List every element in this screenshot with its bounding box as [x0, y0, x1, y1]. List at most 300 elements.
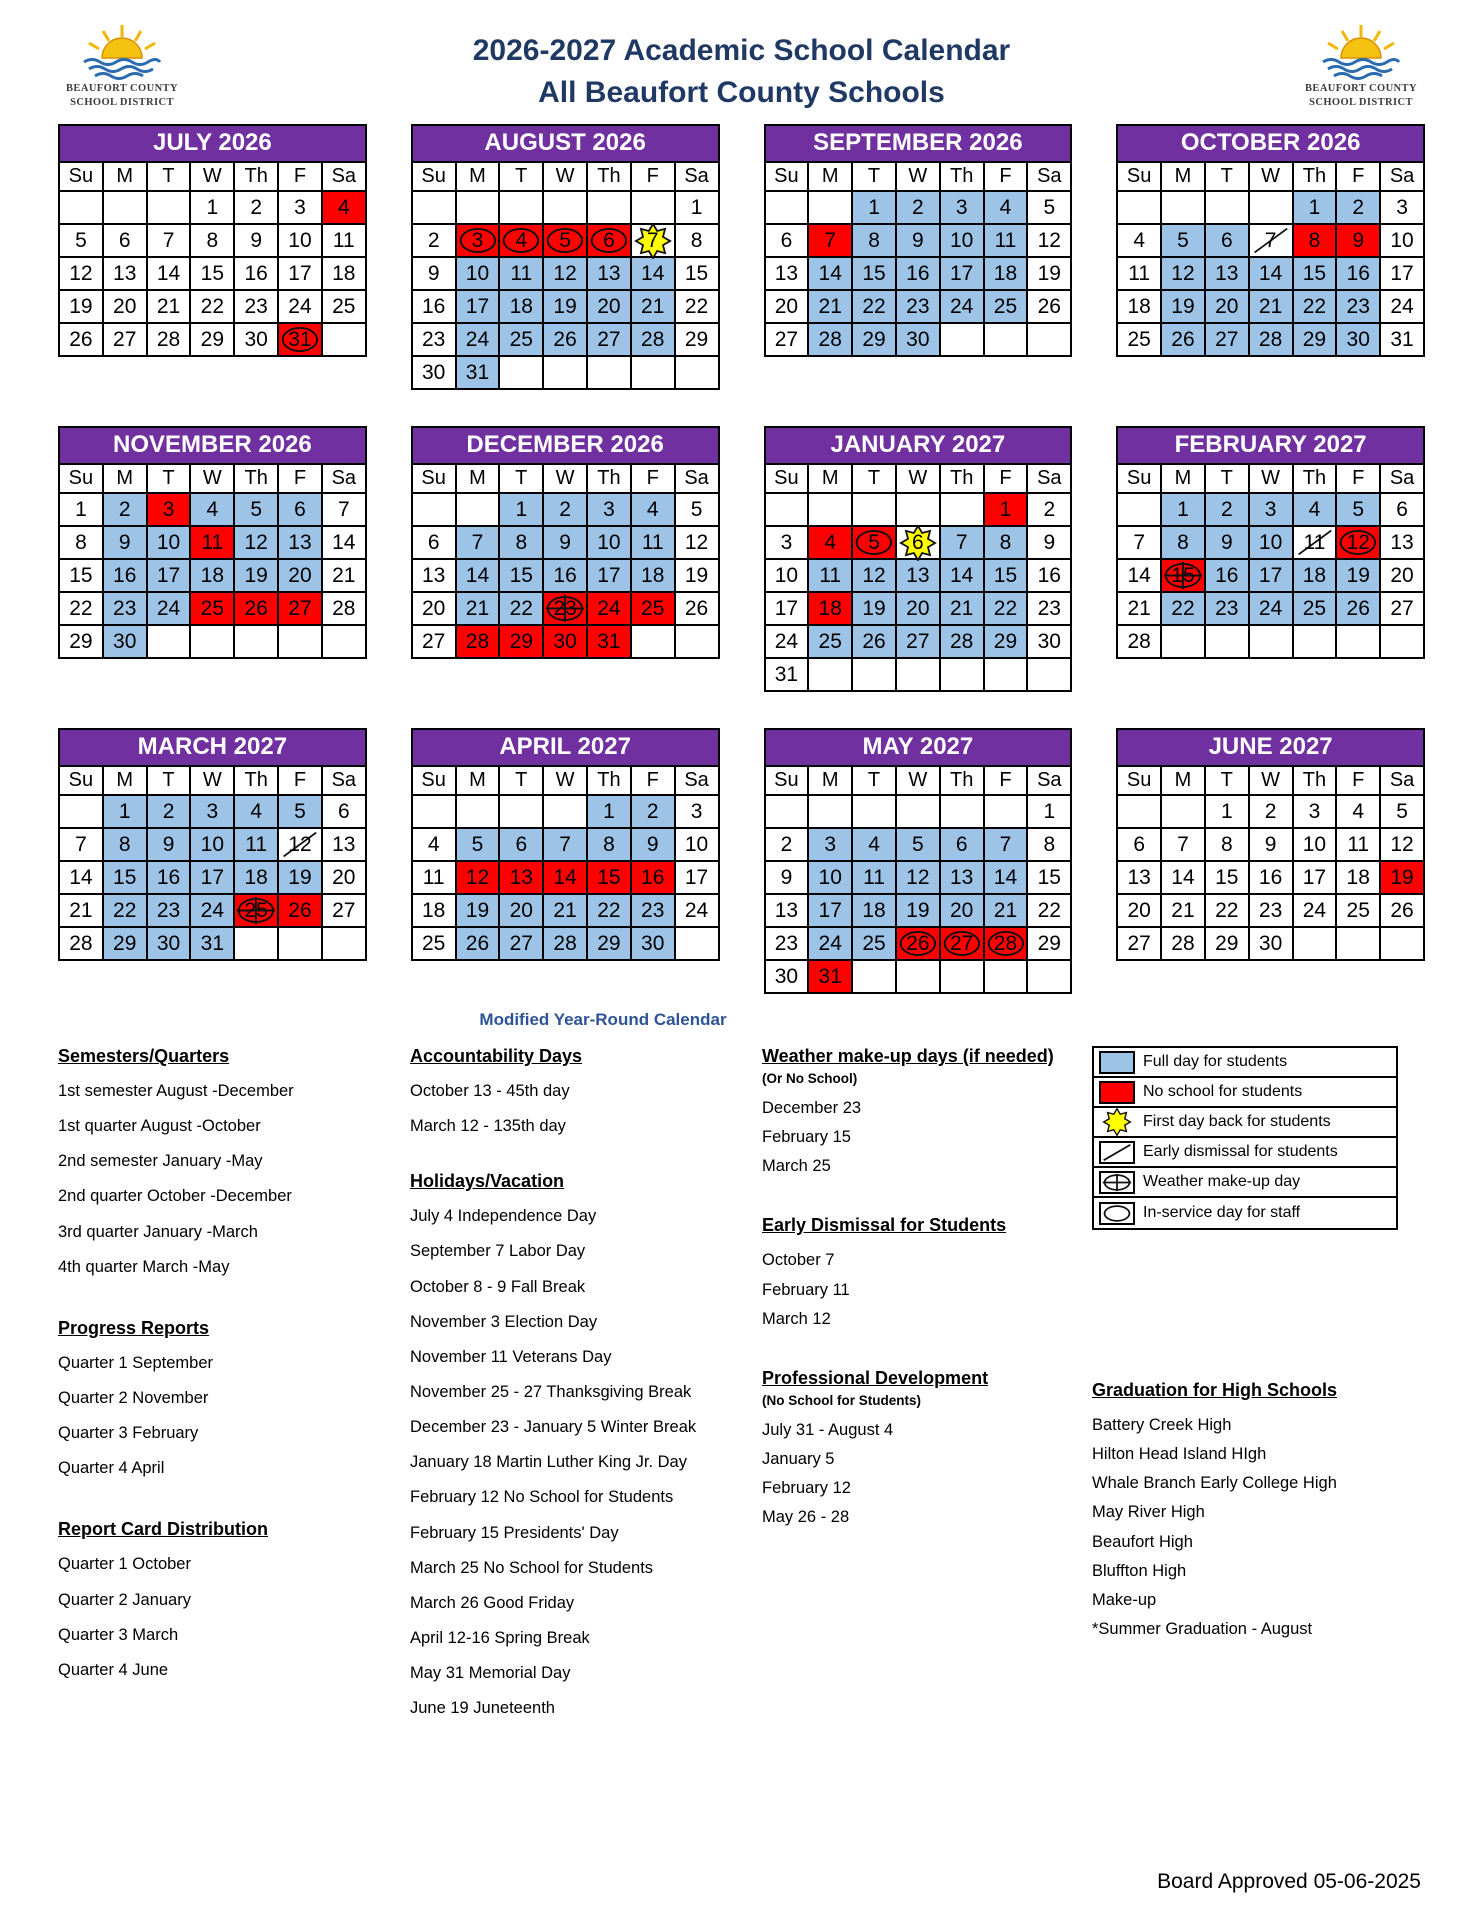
day-cell: 18 [631, 559, 675, 592]
day-cell: 17 [940, 257, 984, 290]
day-cell: 19 [543, 290, 587, 323]
weekday-label: Sa [322, 464, 366, 493]
weekday-label: W [190, 766, 234, 795]
day-cell: 16 [1205, 559, 1249, 592]
info-line: Bluffton High [1092, 1561, 1187, 1580]
day-cell: 23 [1027, 592, 1071, 625]
day-cell [765, 493, 809, 526]
day-cell: 29 [499, 625, 543, 658]
day-cell: 13 [896, 559, 940, 592]
info-line: July 4 Independence Day [410, 1207, 597, 1226]
day-cell: 20 [1117, 894, 1161, 927]
info-line: November 11 Veterans Day [410, 1347, 612, 1366]
day-cell: 9 [631, 828, 675, 861]
day-cell: 6 [103, 224, 147, 257]
day-cell: 8 [499, 526, 543, 559]
month-grid [764, 463, 1073, 692]
weekday-label: F [631, 162, 675, 191]
day-cell: 11 [1293, 526, 1337, 559]
day-cell: 30 [631, 927, 675, 960]
day-cell: 25 [234, 894, 278, 927]
day-cell [147, 625, 191, 658]
day-cell: 26 [59, 323, 103, 356]
weekday-label: W [543, 766, 587, 795]
day-cell [1161, 795, 1205, 828]
day-cell: 24 [808, 927, 852, 960]
day-cell [896, 795, 940, 828]
day-cell: 2 [765, 828, 809, 861]
day-cell: 3 [278, 191, 322, 224]
day-cell: 14 [1117, 559, 1161, 592]
day-cell: 30 [103, 625, 147, 658]
day-cell: 13 [103, 257, 147, 290]
day-cell: 31 [456, 356, 500, 389]
sun-water-logo-icon [1315, 24, 1407, 82]
day-cell: 4 [808, 526, 852, 559]
weekday-label: T [852, 766, 896, 795]
day-cell [631, 625, 675, 658]
day-cell: 29 [587, 927, 631, 960]
day-cell: 1 [190, 191, 234, 224]
day-cell: 1 [1161, 493, 1205, 526]
info-line: Quarter 3 February [58, 1424, 199, 1443]
day-cell: 29 [984, 625, 1028, 658]
info-line: 4th quarter March -May [58, 1257, 230, 1276]
professional-development-block [762, 1368, 1092, 1527]
info-line: Quarter 2 January [58, 1590, 191, 1609]
day-cell: 17 [190, 861, 234, 894]
day-cell: 1 [984, 493, 1028, 526]
day-cell: 15 [1293, 257, 1337, 290]
info-line: November 3 Election Day [410, 1312, 598, 1331]
day-cell: 16 [1027, 559, 1071, 592]
day-cell: 1 [59, 493, 103, 526]
day-cell: 3 [675, 795, 719, 828]
day-cell: 24 [456, 323, 500, 356]
day-cell: 19 [234, 559, 278, 592]
weekday-label: T [852, 162, 896, 191]
day-cell: 29 [1293, 323, 1337, 356]
day-cell: 18 [322, 257, 366, 290]
info-line: Battery Creek High [1092, 1416, 1232, 1434]
day-cell: 20 [278, 559, 322, 592]
day-cell: 28 [808, 323, 852, 356]
day-cell [808, 795, 852, 828]
day-cell: 1 [852, 191, 896, 224]
day-cell: 23 [234, 290, 278, 323]
day-cell: 24 [1380, 290, 1424, 323]
day-cell [412, 191, 456, 224]
day-cell: 2 [234, 191, 278, 224]
district-logo-right [1301, 24, 1421, 109]
month-grid [58, 765, 367, 961]
day-cell: 28 [1249, 323, 1293, 356]
day-cell: 1 [1293, 191, 1337, 224]
weekday-label: T [1205, 464, 1249, 493]
legend-row-early-dismissal [1094, 1138, 1396, 1168]
day-cell [1293, 625, 1337, 658]
semesters-heading: Semesters/Quarters [58, 1046, 230, 1066]
page-subtitle: All Beaufort County Schools [538, 76, 945, 109]
day-cell: 7 [940, 526, 984, 559]
day-cell: 5 [59, 224, 103, 257]
logo-text-line1: BEAUFORT COUNTY [66, 83, 178, 94]
day-cell: 23 [103, 592, 147, 625]
weekday-label: Su [1117, 162, 1161, 191]
day-cell: 6 [1117, 828, 1161, 861]
day-cell: 10 [1293, 828, 1337, 861]
day-cell: 9 [765, 861, 809, 894]
day-cell: 26 [1027, 290, 1071, 323]
day-cell [59, 191, 103, 224]
day-cell: 24 [940, 290, 984, 323]
day-cell: 15 [1027, 861, 1071, 894]
day-cell: 3 [1380, 191, 1424, 224]
day-cell: 4 [1117, 224, 1161, 257]
info-line: Quarter 2 November [58, 1388, 209, 1407]
day-cell: 26 [543, 323, 587, 356]
weekday-label: M [103, 464, 147, 493]
day-cell: 5 [543, 224, 587, 257]
day-cell: 26 [852, 625, 896, 658]
month-grid [1116, 765, 1425, 961]
day-cell: 18 [984, 257, 1028, 290]
weather-makeup-subheading: (Or No School) [762, 1071, 858, 1086]
day-cell: 24 [1293, 894, 1337, 927]
day-cell: 22 [499, 592, 543, 625]
day-cell: 7 [322, 493, 366, 526]
day-cell: 3 [190, 795, 234, 828]
month-title: JULY 2026 [58, 124, 367, 161]
day-cell [543, 191, 587, 224]
weekday-label: W [1249, 464, 1293, 493]
semesters-block [58, 1046, 410, 1276]
day-cell: 11 [322, 224, 366, 257]
day-cell [1293, 927, 1337, 960]
day-cell: 12 [234, 526, 278, 559]
day-cell: 30 [765, 960, 809, 993]
day-cell [765, 795, 809, 828]
day-cell: 22 [984, 592, 1028, 625]
day-cell: 16 [147, 861, 191, 894]
day-cell: 12 [896, 861, 940, 894]
day-cell: 5 [896, 828, 940, 861]
day-cell: 8 [1161, 526, 1205, 559]
month-grid [764, 161, 1073, 357]
day-cell: 23 [543, 592, 587, 625]
day-cell: 10 [765, 559, 809, 592]
day-cell: 16 [103, 559, 147, 592]
weekday-label: F [278, 766, 322, 795]
day-cell: 22 [1205, 894, 1249, 927]
early-dismissal-slash-icon [1099, 1141, 1135, 1164]
day-cell: 1 [1205, 795, 1249, 828]
month-july-2026 [58, 124, 367, 390]
day-cell [1117, 795, 1161, 828]
weekday-label: Sa [322, 162, 366, 191]
day-cell: 20 [1380, 559, 1424, 592]
day-cell [499, 795, 543, 828]
day-cell: 28 [543, 927, 587, 960]
day-cell: 19 [1027, 257, 1071, 290]
day-cell: 25 [322, 290, 366, 323]
day-cell: 28 [984, 927, 1028, 960]
info-line: Quarter 1 October [58, 1555, 191, 1574]
weekday-label: Th [587, 162, 631, 191]
weekday-label: Th [234, 162, 278, 191]
accountability-heading: Accountability Days [410, 1046, 583, 1066]
day-cell: 31 [808, 960, 852, 993]
day-cell: 27 [499, 927, 543, 960]
day-cell: 29 [1205, 927, 1249, 960]
day-cell: 20 [103, 290, 147, 323]
day-cell: 11 [984, 224, 1028, 257]
sun-water-logo-icon [76, 24, 168, 82]
day-cell: 3 [1249, 493, 1293, 526]
info-line: Quarter 3 March [58, 1625, 179, 1644]
day-cell: 16 [543, 559, 587, 592]
day-cell: 16 [631, 861, 675, 894]
info-line: February 12 No School for Students [410, 1488, 674, 1507]
month-title: NOVEMBER 2026 [58, 426, 367, 463]
weekday-label: Su [765, 162, 809, 191]
day-cell: 8 [852, 224, 896, 257]
day-cell: 28 [456, 625, 500, 658]
weekday-label: Su [59, 162, 103, 191]
day-cell: 21 [1117, 592, 1161, 625]
day-cell: 15 [1161, 559, 1205, 592]
day-cell: 22 [675, 290, 719, 323]
day-cell: 7 [456, 526, 500, 559]
logo-text-line1: BEAUFORT COUNTY [1305, 83, 1417, 94]
weather-makeup-circle-plus-icon [1099, 1171, 1135, 1194]
day-cell: 5 [456, 828, 500, 861]
day-cell: 30 [412, 356, 456, 389]
weekday-label: Th [234, 464, 278, 493]
day-cell: 9 [412, 257, 456, 290]
report-card-block [58, 1519, 410, 1679]
early-dismissal-heading: Early Dismissal for Students [762, 1215, 1007, 1236]
day-cell: 10 [147, 526, 191, 559]
weekday-label: T [147, 162, 191, 191]
month-august-2026 [411, 124, 720, 390]
legend-row-full-day [1094, 1048, 1396, 1078]
day-cell [412, 493, 456, 526]
info-line: Hilton Head Island HIgh [1092, 1445, 1267, 1464]
day-cell [499, 356, 543, 389]
day-cell [896, 658, 940, 691]
day-cell: 10 [278, 224, 322, 257]
page-header [0, 0, 1483, 116]
logo-text-line2: SCHOOL DISTRICT [1309, 96, 1413, 108]
day-cell: 11 [1117, 257, 1161, 290]
day-cell: 17 [1293, 861, 1337, 894]
day-cell: 24 [147, 592, 191, 625]
day-cell: 7 [1117, 526, 1161, 559]
day-cell: 2 [412, 224, 456, 257]
day-cell: 21 [984, 894, 1028, 927]
day-cell: 12 [59, 257, 103, 290]
day-cell: 6 [278, 493, 322, 526]
day-cell [456, 795, 500, 828]
legend-label: First day back for students [1143, 1113, 1331, 1130]
day-cell: 10 [587, 526, 631, 559]
day-cell: 20 [412, 592, 456, 625]
day-cell: 13 [940, 861, 984, 894]
info-line: March 26 Good Friday [410, 1593, 575, 1612]
day-cell [543, 795, 587, 828]
weekday-label: W [543, 464, 587, 493]
day-cell: 20 [765, 290, 809, 323]
day-cell: 9 [1205, 526, 1249, 559]
weekday-label: Su [1117, 464, 1161, 493]
day-cell: 16 [896, 257, 940, 290]
day-cell [852, 795, 896, 828]
day-cell: 12 [1161, 257, 1205, 290]
early-dismissal-block [762, 1215, 1092, 1327]
day-cell: 23 [147, 894, 191, 927]
day-cell: 9 [1336, 224, 1380, 257]
day-cell: 11 [499, 257, 543, 290]
day-cell: 8 [59, 526, 103, 559]
legend-row-in-service [1094, 1198, 1396, 1228]
info-line: 1st quarter August -October [58, 1117, 261, 1136]
day-cell: 11 [852, 861, 896, 894]
month-may-2027 [764, 728, 1073, 994]
day-cell: 21 [631, 290, 675, 323]
day-cell [1249, 191, 1293, 224]
weekday-label: F [984, 464, 1028, 493]
legend-row-no-school [1094, 1078, 1396, 1108]
day-cell [1161, 191, 1205, 224]
day-cell: 17 [456, 290, 500, 323]
day-cell: 26 [456, 927, 500, 960]
day-cell: 28 [631, 323, 675, 356]
weekday-label: Sa [1027, 766, 1071, 795]
day-cell [147, 191, 191, 224]
day-cell: 20 [499, 894, 543, 927]
day-cell [675, 625, 719, 658]
day-cell: 13 [587, 257, 631, 290]
weekday-label: Su [765, 766, 809, 795]
weekday-label: Th [940, 766, 984, 795]
day-cell: 31 [765, 658, 809, 691]
day-cell: 13 [1380, 526, 1424, 559]
month-title: FEBRUARY 2027 [1116, 426, 1425, 463]
weekday-label: Su [412, 766, 456, 795]
graduation-list [1092, 1416, 1425, 1638]
month-grid [411, 765, 720, 961]
day-cell: 9 [234, 224, 278, 257]
day-cell: 4 [1336, 795, 1380, 828]
day-cell: 14 [543, 861, 587, 894]
info-line: May River High [1092, 1503, 1205, 1522]
weekday-label: T [147, 766, 191, 795]
weekday-label: Sa [1380, 766, 1424, 795]
legend [1092, 1046, 1398, 1230]
day-cell: 14 [984, 861, 1028, 894]
day-cell [852, 658, 896, 691]
info-line: Quarter 1 September [58, 1353, 213, 1372]
day-cell: 20 [587, 290, 631, 323]
day-cell: 10 [1380, 224, 1424, 257]
weekday-label: W [190, 162, 234, 191]
weekday-label: Th [234, 766, 278, 795]
day-cell: 5 [852, 526, 896, 559]
report-card-list [58, 1555, 410, 1679]
day-cell [940, 795, 984, 828]
weekday-label: Th [1293, 766, 1337, 795]
day-cell: 20 [1205, 290, 1249, 323]
month-title: SEPTEMBER 2026 [764, 124, 1073, 161]
day-cell: 13 [322, 828, 366, 861]
day-cell [675, 356, 719, 389]
day-cell: 13 [412, 559, 456, 592]
day-cell: 6 [896, 526, 940, 559]
day-cell: 26 [675, 592, 719, 625]
day-cell: 15 [103, 861, 147, 894]
in-service-circle-icon [1099, 1202, 1135, 1225]
day-cell: 5 [1336, 493, 1380, 526]
report-card-heading: Report Card Distribution [58, 1519, 268, 1540]
weather-makeup-heading: Weather make-up days (if needed) [762, 1046, 1054, 1066]
accountability-block [410, 1046, 762, 1135]
day-cell [1027, 323, 1071, 356]
weekday-label: Th [587, 464, 631, 493]
month-title: OCTOBER 2026 [1116, 124, 1425, 161]
professional-development-heading: Professional Development [762, 1367, 989, 1388]
day-cell: 26 [278, 894, 322, 927]
day-cell: 8 [190, 224, 234, 257]
day-cell: 27 [896, 625, 940, 658]
day-cell: 24 [587, 592, 631, 625]
info-line: March 25 [762, 1157, 831, 1176]
info-line: Beaufort High [1092, 1532, 1193, 1551]
day-cell: 4 [499, 224, 543, 257]
month-december-2026 [411, 426, 720, 692]
day-cell [1161, 625, 1205, 658]
day-cell: 24 [765, 625, 809, 658]
day-cell: 14 [59, 861, 103, 894]
day-cell: 26 [896, 927, 940, 960]
progress-reports-block [58, 1318, 410, 1478]
no-school-swatch-icon [1099, 1081, 1135, 1104]
day-cell: 9 [1249, 828, 1293, 861]
day-cell: 25 [190, 592, 234, 625]
info-line: April 12-16 Spring Break [410, 1628, 590, 1647]
day-cell: 22 [190, 290, 234, 323]
month-grid [1116, 161, 1425, 357]
day-cell: 10 [190, 828, 234, 861]
day-cell [234, 625, 278, 658]
day-cell: 2 [147, 795, 191, 828]
day-cell: 1 [499, 493, 543, 526]
day-cell: 23 [1249, 894, 1293, 927]
month-title: JANUARY 2027 [764, 426, 1073, 463]
page-title: 2026-2027 Academic School Calendar [472, 34, 1011, 67]
day-cell: 29 [852, 323, 896, 356]
day-cell: 2 [1027, 493, 1071, 526]
info-line: May 26 - 28 [762, 1508, 850, 1527]
day-cell: 12 [278, 828, 322, 861]
legend-label: Full day for students [1143, 1053, 1288, 1070]
day-cell: 12 [1336, 526, 1380, 559]
day-cell: 13 [278, 526, 322, 559]
professional-development-subheading: (No School for Students) [762, 1392, 921, 1408]
day-cell: 9 [147, 828, 191, 861]
day-cell [1205, 625, 1249, 658]
legend-label: No school for students [1143, 1083, 1303, 1100]
